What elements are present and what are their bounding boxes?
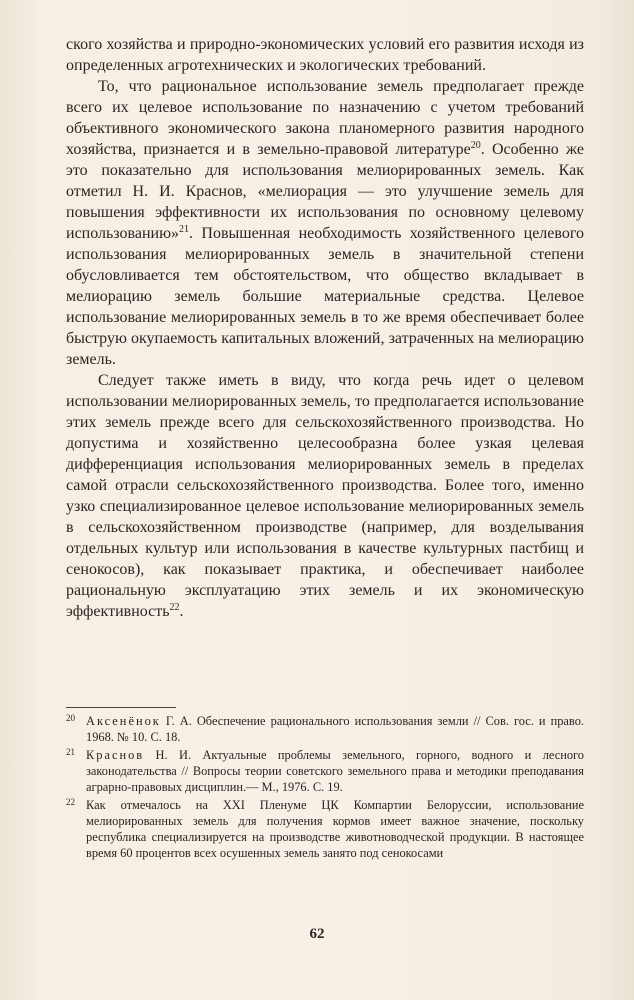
footnote-20: [66, 713, 584, 745]
footnote-ref-22: 22: [169, 602, 180, 613]
footnote-ref-21: 21: [179, 224, 190, 235]
paragraph-1: ского хозяйства и природно-экономических условий его развития исходя из определенных агротехнических и экологических требований.: [66, 36, 584, 74]
footnote-mark: 20: [66, 713, 75, 723]
footnote-21: [66, 747, 584, 795]
paragraph-3-part-b: .: [179, 603, 184, 620]
footnote-22: [66, 797, 584, 861]
footnote-text: Как отмечалось на XXI Пленуме ЦК Компартии Белоруссии, использование мелиорированных земель для получения кормов имеет важное значение, поскольку республика специализируется на производстве животноводческой продукции. В настоящее время 60 процентов всех осушенных земель занято под сенокосами: [86, 798, 584, 860]
paragraph-2-part-b: . Особенно же это показательно для использования мелиорированных земель. Как отметил Н. И. Краснов, «мелиорация — это улучшение земель для повышения эффективности их использования по основному целевому использованию»: [66, 141, 584, 242]
footnote-text: Н. И. Актуальные проблемы земельного, горного, водного и лесного законодательства // Вопросы теории советского земельного права и методики преподавания аграрно-правовых дисциплин.— М., 1976. С. 19.: [86, 748, 584, 794]
paragraph-3: [66, 370, 584, 622]
footnote-mark: 22: [66, 797, 75, 807]
page-number: 62: [309, 926, 325, 942]
footnote-ref-20: 20: [470, 140, 481, 151]
footnote-text: Г. А. Обеспечение рационального использования земли // Сов. гос. и право. 1968. № 10. С. 18.: [86, 714, 584, 744]
footnote-author: Аксенёнок: [86, 714, 161, 728]
footnote-divider: [66, 707, 176, 708]
paragraph-2-part-a: То, что рациональное использование земель предполагает прежде всего их целевое использование по назначению с учетом требований объективного экономического закона планомерного развития народного хозяйства, признается и в земельно-правовой литературе: [66, 78, 584, 158]
paragraph-3-part-a: Следует также иметь в виду, что когда речь идет о целевом использовании мелиорированных земель, то предполагается использование этих земель прежде всего для сельскохозяйственного производства. Но допустима и хозяйственно целесообразна более узкая целевая дифференциация использования мелиорированных земель в пределах самой отрасли сельскохозяйственного производства. Более того, именно узко специализированное целевое использование мелиорированных земель в сельскохозяйственном производстве (например, для возделывания отдельных культур или использования в качестве культурных пастбищ и сенокосов), как показывает практика, и обеспечивает наиболее рациональную эксплуатацию этих земель и их экономическую эффективность: [66, 372, 584, 620]
paragraph-2: [66, 76, 584, 370]
footnote-author: Краснов: [86, 748, 145, 762]
footnote-mark: 21: [66, 747, 75, 757]
footnotes: [66, 713, 584, 863]
main-text: [66, 34, 584, 622]
paragraph-2-part-c: . Повышенная необходимость хозяйственного целевого использования мелиорированных земель в значительной степени обусловливается тем обстоятельством, что общество вкладывает в мелиорацию земель большие материальные средства. Целевое использование мелиорированных земель в то же время обеспечивает более быструю окупаемость капитальных вложений, затраченных на мелиорацию земель.: [66, 225, 584, 368]
